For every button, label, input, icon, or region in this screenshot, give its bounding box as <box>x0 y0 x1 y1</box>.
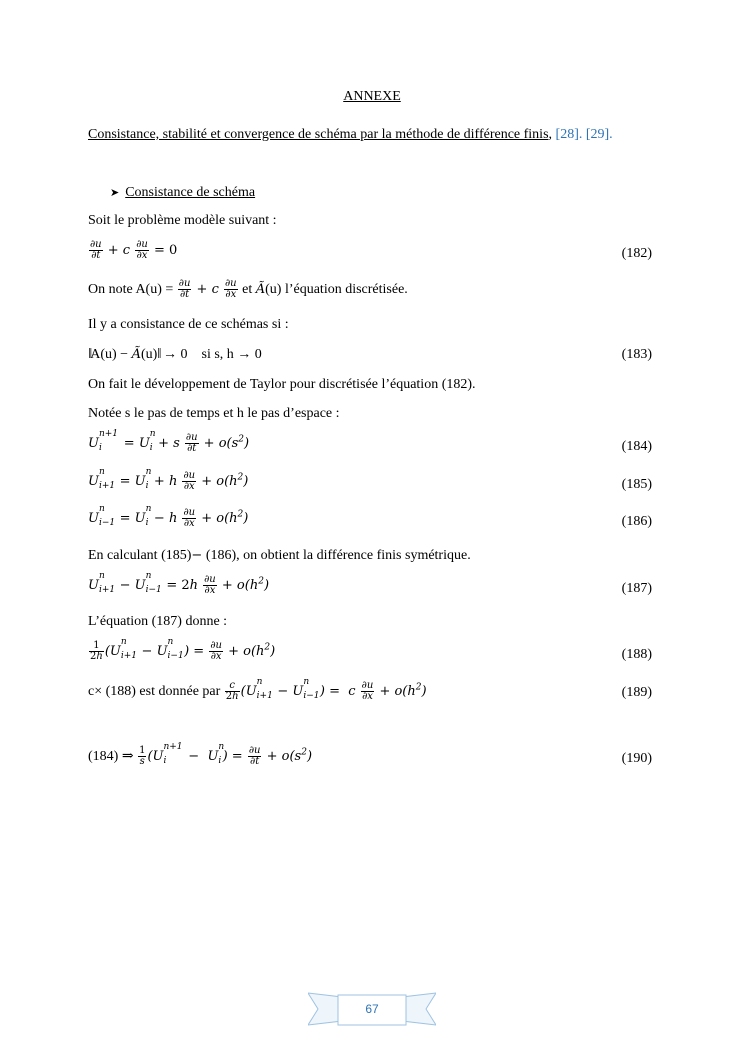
equation-183: ‖A(u) − Ã(u)‖ → 0 si s, h → 0 <box>88 346 262 362</box>
equation-number-183: (183) <box>621 347 652 362</box>
equation-number-188: (188) <box>621 647 652 662</box>
section-heading <box>110 185 255 201</box>
equation-number-185: (185) <box>621 477 652 492</box>
heading <box>88 127 613 143</box>
paragraph-7: L’équation (187) donne : <box>88 614 228 629</box>
paragraph-3: Il y a consistance de ce schémas si : <box>88 317 289 332</box>
paragraph-4: On fait le développement de Taylor pour discrétisée l’équation (182). <box>88 377 476 392</box>
equation-182: $\frac{\partial u}{\partial t}$ + c $\frac{\partial u}{\partial x}$ = 0 <box>90 239 178 261</box>
paragraph-8-intro: c× (188) est donnée par <box>88 684 221 699</box>
paragraph-6-a: En calculant (185) <box>88 548 192 563</box>
heading-text: Consistance, stabilité et convergence de schéma par la méthode de différence finis <box>88 127 549 142</box>
equation-number-187: (187) <box>621 581 652 596</box>
arrow-bullet-icon: ➤ <box>110 187 120 199</box>
equation-190: (184) ⇒ $\frac{1}{s}$ (U n+1 i − U n i ) = $\frac{\partial u}{\partial t}$ + $o(s^2)$ <box>88 742 313 767</box>
equation-184: U n+1 i = U n i + s $\frac{\partial u}{\partial t}$ + $o(s^2)$ <box>88 429 250 454</box>
equation-188: $\frac{1}{2h}$ (U n i+1 − U n i−1 ) = $\frac{\partial u}{\partial x}$ + $o(h^2)$ <box>90 637 276 662</box>
equation-number-186: (186) <box>621 514 652 529</box>
equation-183-condition: si s, h → 0 <box>201 347 262 362</box>
equation-number-189: (189) <box>621 685 652 700</box>
equation-187: U n i+1 − U n i−1 = 2h $\frac{\partial u}{\partial x}$ + $o(h^2)$ <box>88 571 270 596</box>
page-number-ribbon <box>308 991 436 1029</box>
equation-185: U n i+1 = U n i + h $\frac{\partial u}{\partial x}$ + $o(h^2)$ <box>88 467 249 492</box>
paragraph-2-end: (u) l’équation discrétisée. <box>265 282 408 297</box>
paragraph-2: On note A(u) = $\frac{\partial u}{\partial t}$ + c $\frac{\partial u}{\partial x}$ et Ã(u) l’équation discrétisée. <box>88 278 408 300</box>
equation-186: U n i−1 = U n i − h $\frac{\partial u}{\partial x}$ + $o(h^2)$ <box>88 504 249 529</box>
equation-189: c× (188) est donnée par $\frac{c}{2h}$ (U n i+1 − U n i−1 ) = c $\frac{\partial u}{\partial x}$ + $o(h^2)$ <box>88 677 427 702</box>
paragraph-2-mid: et <box>242 282 253 297</box>
heading-refs[interactable]: [28]. [29]. <box>552 127 613 142</box>
paragraph-6-b: (186), on obtient la différence finis symétrique. <box>205 548 471 563</box>
equation-number-190: (190) <box>621 751 652 766</box>
paragraph-6: En calculant (185)− (186), on obtient la différence finis symétrique. <box>88 548 471 563</box>
equation-number-182: (182) <box>621 246 652 261</box>
section-title: Consistance de schéma <box>125 185 256 200</box>
page-number: 67 <box>365 1002 379 1016</box>
paragraph-2-intro: On note A(u) = <box>88 282 174 297</box>
paragraph-1: Soit le problème modèle suivant : <box>88 213 277 228</box>
annex-title: ANNEXE <box>343 89 401 104</box>
heading-comma: , <box>548 127 553 142</box>
equation-number-184: (184) <box>621 439 652 454</box>
paragraph-5: Notée s le pas de temps et h le pas d’espace : <box>88 406 340 421</box>
paragraph-9-intro: (184) ⇒ <box>88 749 134 764</box>
